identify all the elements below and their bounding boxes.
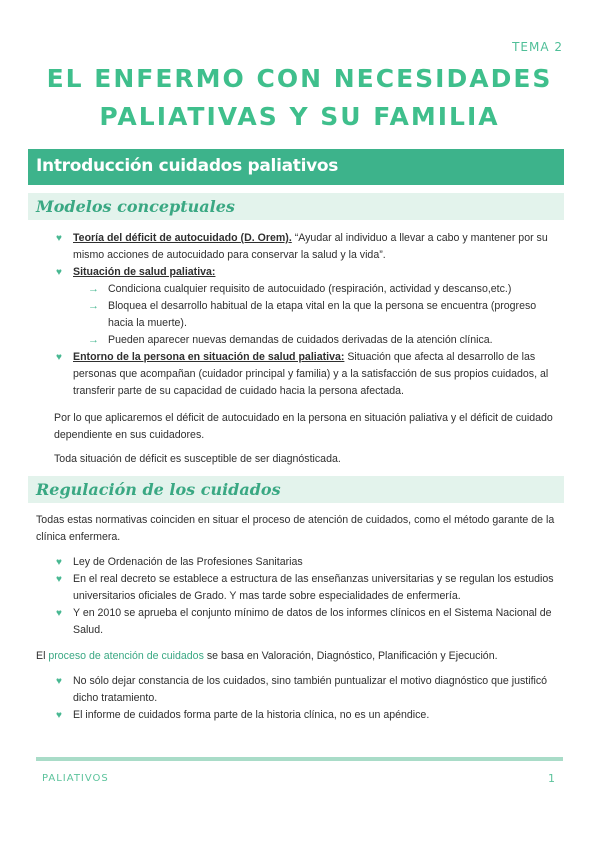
list-item-text: Y en 2010 se aprueba el conjunto mínimo de datos de los informes clínicos en el Sistema Nacional de Salud.: [73, 607, 552, 636]
list-item: [36, 349, 562, 400]
list-item-text: El informe de cuidados forma parte de la historia clínica, no es un apéndice.: [73, 709, 430, 721]
list-item-text: No sólo dejar constancia de los cuidados, sino también puntualizar el motivo diagnóstico que justificó dicho tratamiento.: [73, 675, 548, 704]
sub-item-text: Condiciona cualquier requisito de autocuidado (respiración, actividad y descanso,etc.): [108, 283, 512, 295]
heart-icon: ♥: [56, 574, 62, 585]
paragraph-post: se basa en Valoración, Diagnóstico, Planificación y Ejecución.: [203, 650, 498, 662]
list-item-text: “Ayudar al individuo a llevar a cabo y mantener por su mismo acciones de autocuidado para conservar la salud y la vida”.: [73, 232, 548, 261]
heart-icon: ♥: [56, 557, 62, 568]
paragraph: Por lo que aplicaremos el déficit de autocuidado en la persona en situación paliativa y el déficit de cuidado dependiente en sus cuidadores.: [54, 412, 553, 441]
regulacion-content: [36, 512, 562, 724]
regulacion-list: [36, 554, 562, 639]
list-item-bold: Entorno de la persona en situación de salud paliativa:: [73, 351, 345, 363]
title-line-2: PALIATIVAS Y SU FAMILIA: [99, 102, 500, 131]
page-title: [0, 60, 599, 136]
list-item-text: Ley de Ordenación de las Profesiones Sanitarias: [73, 556, 303, 568]
arrow-right-icon: →: [88, 300, 99, 312]
modelos-list: [36, 230, 562, 400]
footer-label: PALIATIVOS: [42, 773, 109, 784]
subheading-regulacion: Regulación de los cuidados: [28, 476, 564, 503]
subheading-modelos: Modelos conceptuales: [28, 193, 564, 220]
list-item-bold: Teoría del déficit de autocuidado (D. Orem).: [73, 232, 292, 244]
paragraph: [36, 648, 562, 665]
modelos-content: [36, 230, 562, 468]
list-item: [36, 605, 562, 639]
sub-list-item: [36, 281, 562, 298]
footer-divider: [36, 757, 563, 761]
sub-item-text: Bloquea el desarrollo habitual de la etapa vital en la que la persona se encuentra (progreso hacia la muerte).: [108, 300, 537, 329]
heart-icon: ♥: [56, 676, 62, 687]
paragraph: Todas estas normativas coinciden en situar el proceso de atención de cuidados, como el método garante de la clínica enfermera.: [36, 514, 555, 543]
page-number: 1: [548, 772, 555, 785]
section-heading-introduccion: Introducción cuidados paliativos: [28, 149, 564, 185]
heart-icon: ♥: [56, 710, 62, 721]
highlighted-term: proceso de atención de cuidados: [48, 650, 204, 662]
arrow-right-icon: →: [88, 283, 99, 295]
heart-icon: ♥: [56, 267, 62, 278]
list-item: [36, 673, 562, 707]
paragraph: Toda situación de déficit es susceptible de ser diagnósticada.: [54, 453, 341, 465]
title-line-1: EL ENFERMO CON NECESIDADES: [46, 64, 553, 93]
list-item: [36, 571, 562, 605]
list-item: [36, 554, 562, 571]
heart-icon: ♥: [56, 352, 62, 363]
sub-list-item: [36, 332, 562, 349]
arrow-right-icon: →: [88, 334, 99, 346]
list-item: [36, 707, 562, 724]
sub-list: [36, 281, 562, 349]
list-item: [36, 230, 562, 264]
sub-item-text: Pueden aparecer nuevas demandas de cuidados derivadas de la atención clínica.: [108, 334, 493, 346]
list-item-bold: Situación de salud paliativa:: [73, 266, 216, 278]
list-item-text: En el real decreto se establece a estructura de las enseñanzas universitarias y se regulan los estudios universitarios oficiales de Grado. Y mas tarde sobre especialidades de enfermería.: [73, 573, 554, 602]
paragraph-pre: El: [36, 650, 49, 662]
topic-label: TEMA 2: [512, 40, 563, 54]
heart-icon: ♥: [56, 233, 62, 244]
heart-icon: ♥: [56, 608, 62, 619]
list-item-text: Situación que afecta al desarrollo de las personas que acompañan (cuidador principal y familia) y a la satisfacción de sus propios cuidados, al transferir parte de su capacidad de cuidado hacia la persona afectada.: [73, 351, 549, 397]
list-item: [36, 264, 562, 349]
regulacion-list-2: [36, 673, 562, 724]
sub-list-item: [36, 298, 562, 332]
